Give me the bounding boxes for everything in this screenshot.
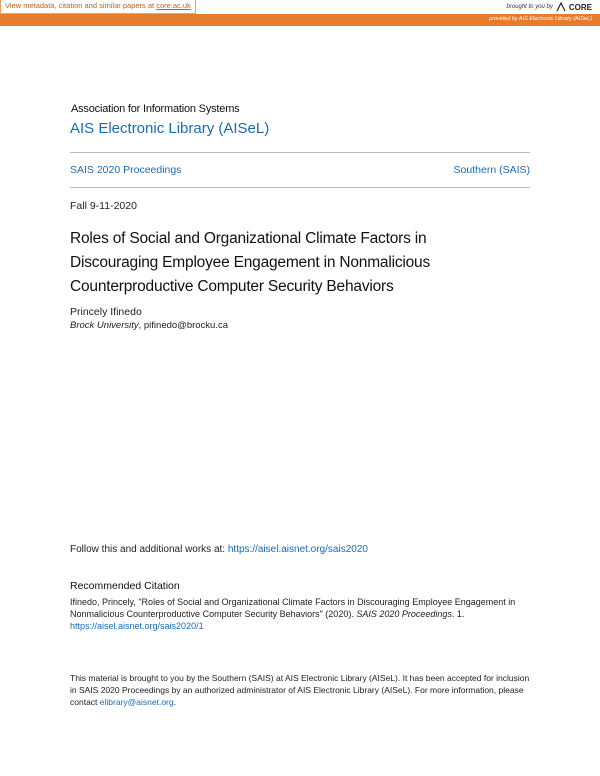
affiliation-email: , pifinedo@brocku.ca [138,320,229,331]
footer-end: . [173,697,176,707]
title-line: Discouraging Employee Engagement in Nonmalicious [70,254,431,271]
core-logo: CORE [568,2,592,12]
follow-line [70,544,368,555]
divider-top [70,152,530,153]
core-link-prefix: View metadata, citation and similar papers at [5,1,157,10]
follow-prefix: Follow this and additional works at: [70,544,228,555]
title-line: Counterproductive Computer Security Behaviors [70,278,394,295]
paper-title[interactable] [70,227,540,299]
series-link[interactable]: Southern (SAIS) [453,164,530,176]
affiliation-institution: Brock University [70,320,139,331]
footer-text: This material is brought to you by the Southern (SAIS) at AIS Electronic Library (AISeL). It has been accepted for inclusion in SAIS 2020 Proceedings by an authorized administrator of AIS Electronic Library (AISeL). For more information, please contact [70,673,530,707]
citation-body [70,596,540,632]
publication-date: Fall 9-11-2020 [70,200,137,212]
citation-heading: Recommended Citation [70,580,180,592]
core-metadata-link[interactable] [0,0,196,14]
org-name: Association for Information Systems [71,103,240,115]
core-provided-by: provided by AIS Electronic Library (AISeL) [489,16,592,22]
author-affiliation [70,320,228,331]
core-logo-icon [556,2,566,12]
core-banner [0,0,600,28]
title-line: Roles of Social and Organizational Climate Factors in [70,230,427,247]
core-link-host[interactable]: core.ac.uk [156,1,191,10]
divider-bottom [70,187,530,188]
citation-text: Ifinedo, Princely, "Roles of Social and Organizational Climate Factors in Discouraging Employee Engagement in Nonmalicious Counterproductive Computer Security Behaviors" (2020). [70,597,516,619]
citation-proceedings: SAIS 2020 Proceedings [356,609,452,619]
footer-note [70,672,530,708]
core-top-strip [0,0,600,15]
contact-email-link[interactable]: elibrary@aisnet.org [99,697,174,707]
core-brought-by[interactable] [507,2,593,12]
citation-suffix: . 1. [451,609,465,619]
author-name: Princely Ifinedo [70,306,142,318]
citation-url-link[interactable]: https://aisel.aisnet.org/sais2020/1 [70,621,204,631]
core-provided-bar [0,14,600,26]
proceedings-link[interactable]: SAIS 2020 Proceedings [70,164,182,176]
brought-by-text: brought to you by [506,4,553,10]
library-name-link[interactable]: AIS Electronic Library (AISeL) [70,120,270,137]
follow-url-link[interactable]: https://aisel.aisnet.org/sais2020 [227,544,368,555]
